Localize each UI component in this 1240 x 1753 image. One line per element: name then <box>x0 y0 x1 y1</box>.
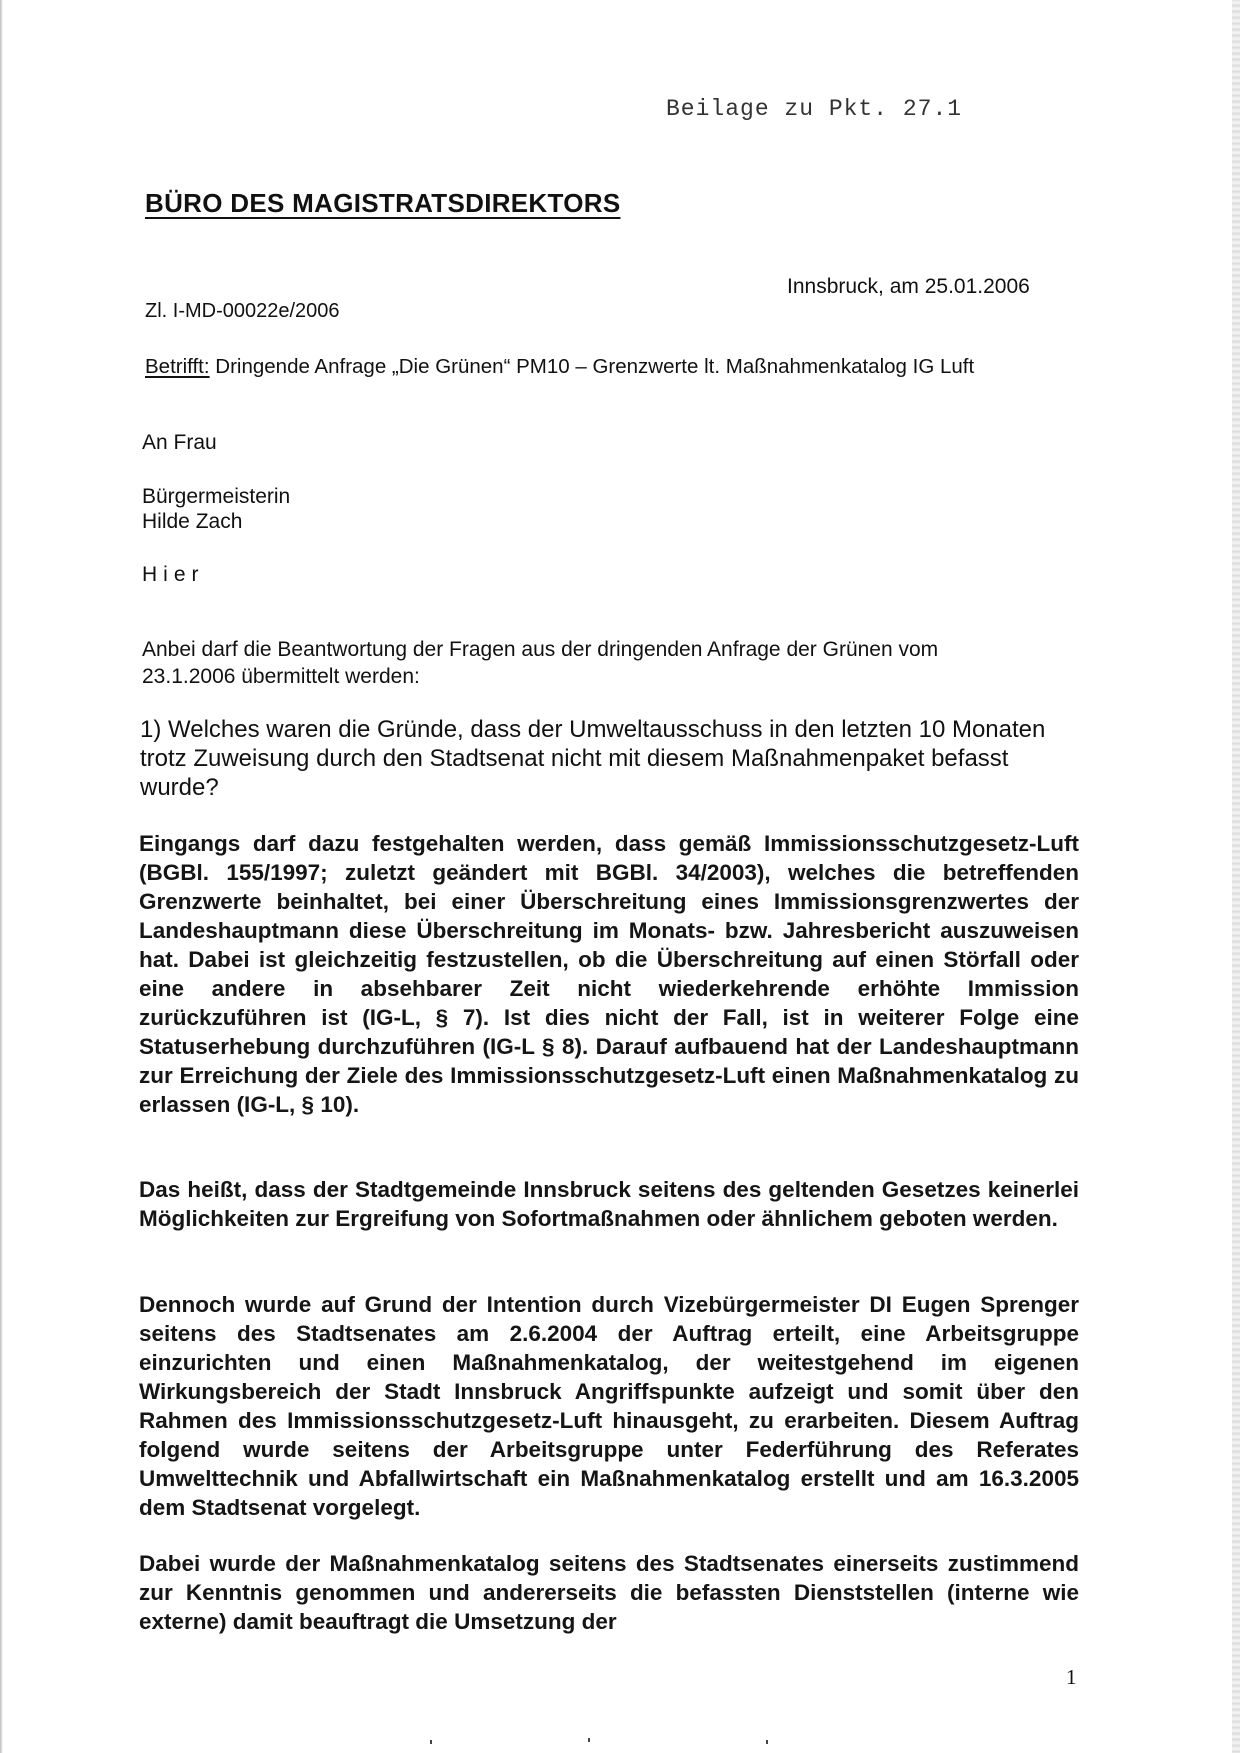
intro-text: Anbei darf die Beantwortung der Fragen aus der dringenden Anfrage der Grünen vom 23.1.2006 übermittelt werden: <box>142 638 939 688</box>
office-title: BÜRO DES MAGISTRATSDIREKTORS <box>145 188 621 218</box>
answer-paragraph: Das heißt, dass der Stadtgemeinde Innsbruck seitens des geltenden Gesetzes keinerlei Möglichkeiten zur Ergreifung von Sofortmaßnahmen oder ähnlichem geboten werden. <box>139 1177 1079 1231</box>
subject-line <box>145 355 974 379</box>
scan-edge-left <box>0 0 3 1753</box>
answer-paragraph: Eingangs darf dazu festgehalten werden, dass gemäß Immissionsschutzgesetz-Luft (BGBl. 155/1997; zuletzt geändert mit BGBl. 34/2003), welches die betreffenden Grenzwerte beinhaltet, bei einer Überschreitung eines Immissionsgrenzwertes der Landeshauptmann diese Überschreitung im Monats- bzw. Jahresbericht auszuweisen hat. Dabei ist gleichzeitig festzustellen, ob die Überschreitung auf einen Störfall oder eine andere in absehbarer Zeit nicht wiederkehrende erhöhte Immission zurückzuführen ist (IG-L, § 7). Ist dies nicht der Fall, ist in weiterer Folge eine Statuserhebung durchzuführen (IG-L § 8). Darauf aufbauend hat der Landeshauptmann zur Erreichung der Ziele des Immissionsschutzgesetz-Luft einen Maßnahmenkatalog zu erlassen (IG-L, § 10). <box>139 831 1079 1117</box>
attachment-note: Beilage zu Pkt. 27.1 <box>666 96 963 122</box>
subject-text: Dringende Anfrage „Die Grünen“ PM10 – Grenzwerte lt. Maßnahmenkatalog IG Luft <box>209 355 975 378</box>
page-number: 1 <box>1066 1665 1077 1689</box>
subject-label: Betrifft: <box>145 355 210 378</box>
addressee-salutation: An Frau <box>142 431 217 454</box>
addressee-title: Bürgermeisterin <box>142 485 291 508</box>
place-date: Innsbruck, am 25.01.2006 <box>787 275 1030 298</box>
scan-artifact <box>430 1740 432 1744</box>
scan-artifact <box>588 1738 590 1742</box>
addressee-name: Hilde Zach <box>142 510 243 533</box>
answer-paragraph: Dennoch wurde auf Grund der Intention durch Vizebürgermeister DI Eugen Sprenger seitens des Stadtsenates am 2.6.2004 der Auftrag erteilt, eine Arbeitsgruppe einzurichten und einen Maßnahmenkatalog, der weitestgehend im eigenen Wirkungsbereich der Stadt Innsbruck Angriffspunkte aufzeigt und somit über den Rahmen des Immissionsschutzgesetz-Luft hinausgeht, zu erarbeiten. Diesem Auftrag folgend wurde seitens der Arbeitsgruppe unter Federführung des Referates Umwelttechnik und Abfallwirtschaft ein Maßnahmenkatalog erstellt und am 16.3.2005 dem Stadtsenat vorgelegt. <box>139 1292 1079 1520</box>
answer-paragraph: Dabei wurde der Maßnahmenkatalog seitens des Stadtsenates einerseits zustimmend zur Kenntnis genommen und andererseits die befassten Dienststellen (interne wie externe) damit beauftragt die Umsetzung der <box>139 1551 1079 1634</box>
scan-edge-right <box>1232 0 1240 1753</box>
question-1: 1) Welches waren die Gründe, dass der Umweltausschuss in den letzten 10 Monaten trotz Zuweisung durch den Stadtsenat nicht mit diesem Maßnahmenpaket befasst wurde? <box>140 716 1046 801</box>
addressee-place: Hier <box>142 563 205 586</box>
reference-number: Zl. I-MD-00022e/2006 <box>145 300 340 322</box>
scan-artifact <box>766 1740 768 1744</box>
